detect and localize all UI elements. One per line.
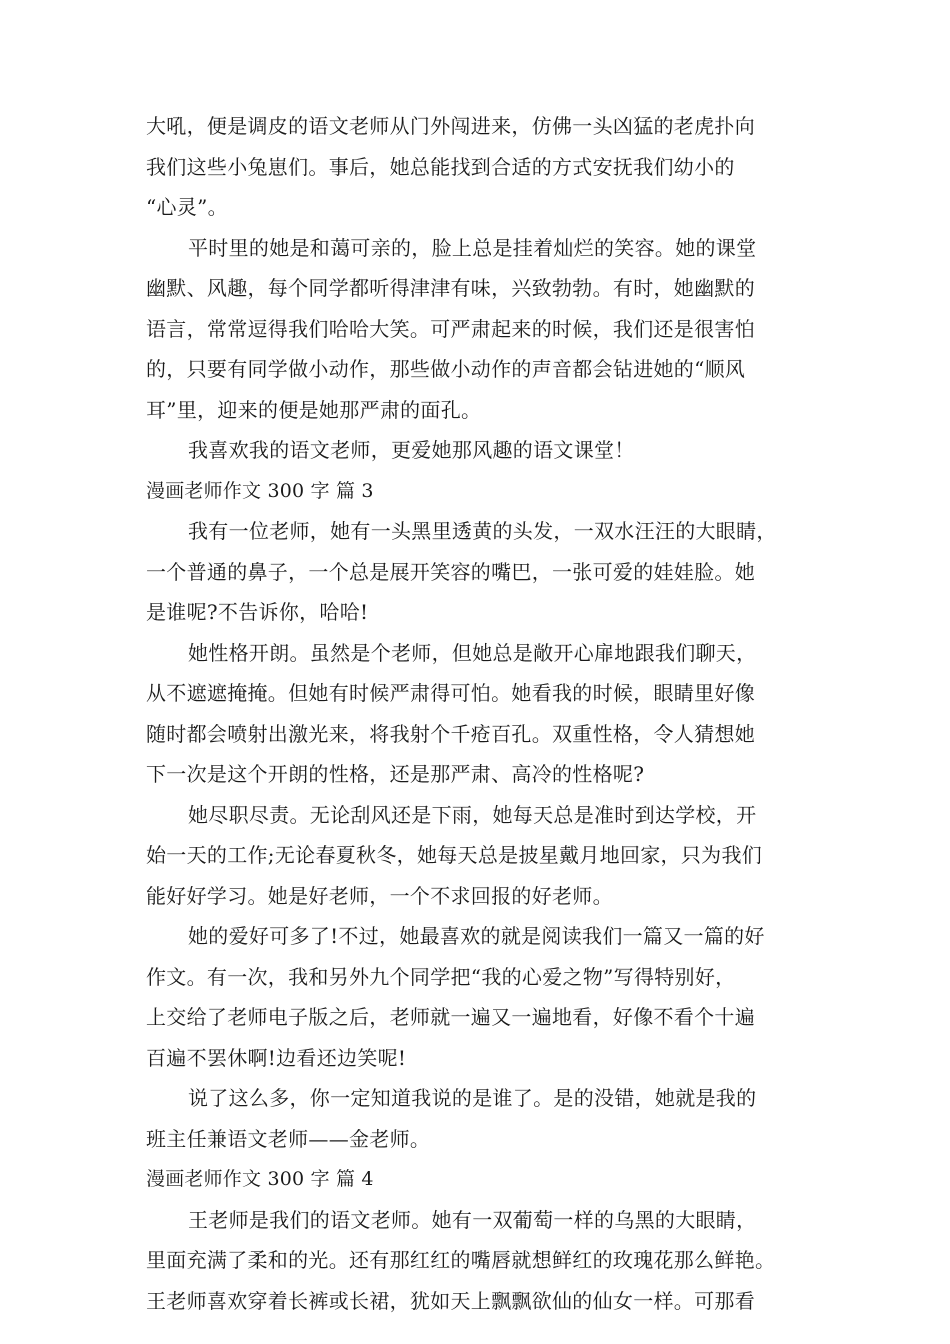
text-line: 能好好学习。她是好老师，一个不求回报的好老师。 xyxy=(146,883,613,908)
text-line: 班主任兼语文老师——金老师。 xyxy=(146,1126,431,1151)
text-line: 百遍不罢休啊!边看还边笑呢! xyxy=(146,1045,407,1070)
paragraph-start: 她尽职尽责。无论刮风还是下雨，她每天总是准时到达学校，开 xyxy=(188,802,757,827)
text-line: 的，只要有同学做小动作，那些做小动作的声音都会钻进她的“顺风 xyxy=(146,357,746,381)
section-heading-4: 漫画老师作文 300 字 篇 4 xyxy=(146,1168,374,1190)
text-line: 随时都会喷射出激光来，将我射个千疮百孔。双重性格，令人猜想她 xyxy=(146,721,755,746)
paragraph-start: 王老师是我们的语文老师。她有一双葡萄一样的乌黑的大眼睛， xyxy=(188,1207,757,1232)
text-line: “心灵”。 xyxy=(146,195,228,219)
text-line: 上交给了老师电子版之后，老师就一遍又一遍地看，好像不看个十遍 xyxy=(146,1005,755,1029)
paragraph-start: 她的爱好可多了!不过，她最喜欢的就是阅读我们一篇又一篇的好 xyxy=(188,924,765,948)
text-line: 大吼，便是调皮的语文老师从门外闯进来，仿佛一头凶猛的老虎扑向 xyxy=(146,114,755,138)
text-line: 耳”里，迎来的便是她那严肃的面孔。 xyxy=(146,397,482,422)
paragraph-start: 我有一位老师，她有一头黑里透黄的头发，一双水汪汪的大眼睛， xyxy=(188,519,777,543)
text-line: 里面充满了柔和的光。还有那红红的嘴唇就想鲜红的玫瑰花那么鲜艳。 xyxy=(146,1248,776,1272)
paragraph-start: 平时里的她是和蔼可亲的，脸上总是挂着灿烂的笑容。她的课堂 xyxy=(188,235,757,260)
paragraph-start: 说了这么多，你一定知道我说的是谁了。是的没错，她就是我的 xyxy=(188,1086,757,1110)
section-heading-3: 漫画老师作文 300 字 篇 3 xyxy=(146,479,374,502)
text-line: 是谁呢?不告诉你，哈哈! xyxy=(146,600,369,624)
paragraph-start: 我喜欢我的语文老师，更爱她那风趣的语文课堂！ xyxy=(188,438,635,462)
text-line: 我们这些小兔崽们。事后，她总能找到合适的方式安抚我们幼小的 xyxy=(146,154,735,179)
paragraph-start: 她性格开朗。虽然是个老师，但她总是敞开心扉地跟我们聊天， xyxy=(188,640,757,665)
text-line: 下一次是这个开朗的性格，还是那严肃、高冷的性格呢? xyxy=(146,762,645,786)
text-line: 王老师喜欢穿着长裤或长裙，犹如天上飘飘欲仙的仙女一样。可那看 xyxy=(146,1288,755,1313)
text-line: 语言，常常逗得我们哈哈大笑。可严肃起来的时候，我们还是很害怕 xyxy=(146,316,755,341)
text-line: 一个普通的鼻子，一个总是展开笑容的嘴巴，一张可爱的娃娃脸。她 xyxy=(146,559,755,584)
text-line: 作文。有一次，我和另外九个同学把“我的心爱之物”写得特别好， xyxy=(146,964,736,989)
text-line: 幽默、风趣，每个同学都听得津津有味，兴致勃勃。有时，她幽默的 xyxy=(146,276,755,300)
document-body xyxy=(146,106,836,1321)
text-line: 始一天的工作;无论春夏秋冬，她每天总是披星戴月地回家，只为我们 xyxy=(146,843,763,867)
text-line: 从不遮遮掩掩。但她有时候严肃得可怕。她看我的时候，眼睛里好像 xyxy=(146,681,755,705)
